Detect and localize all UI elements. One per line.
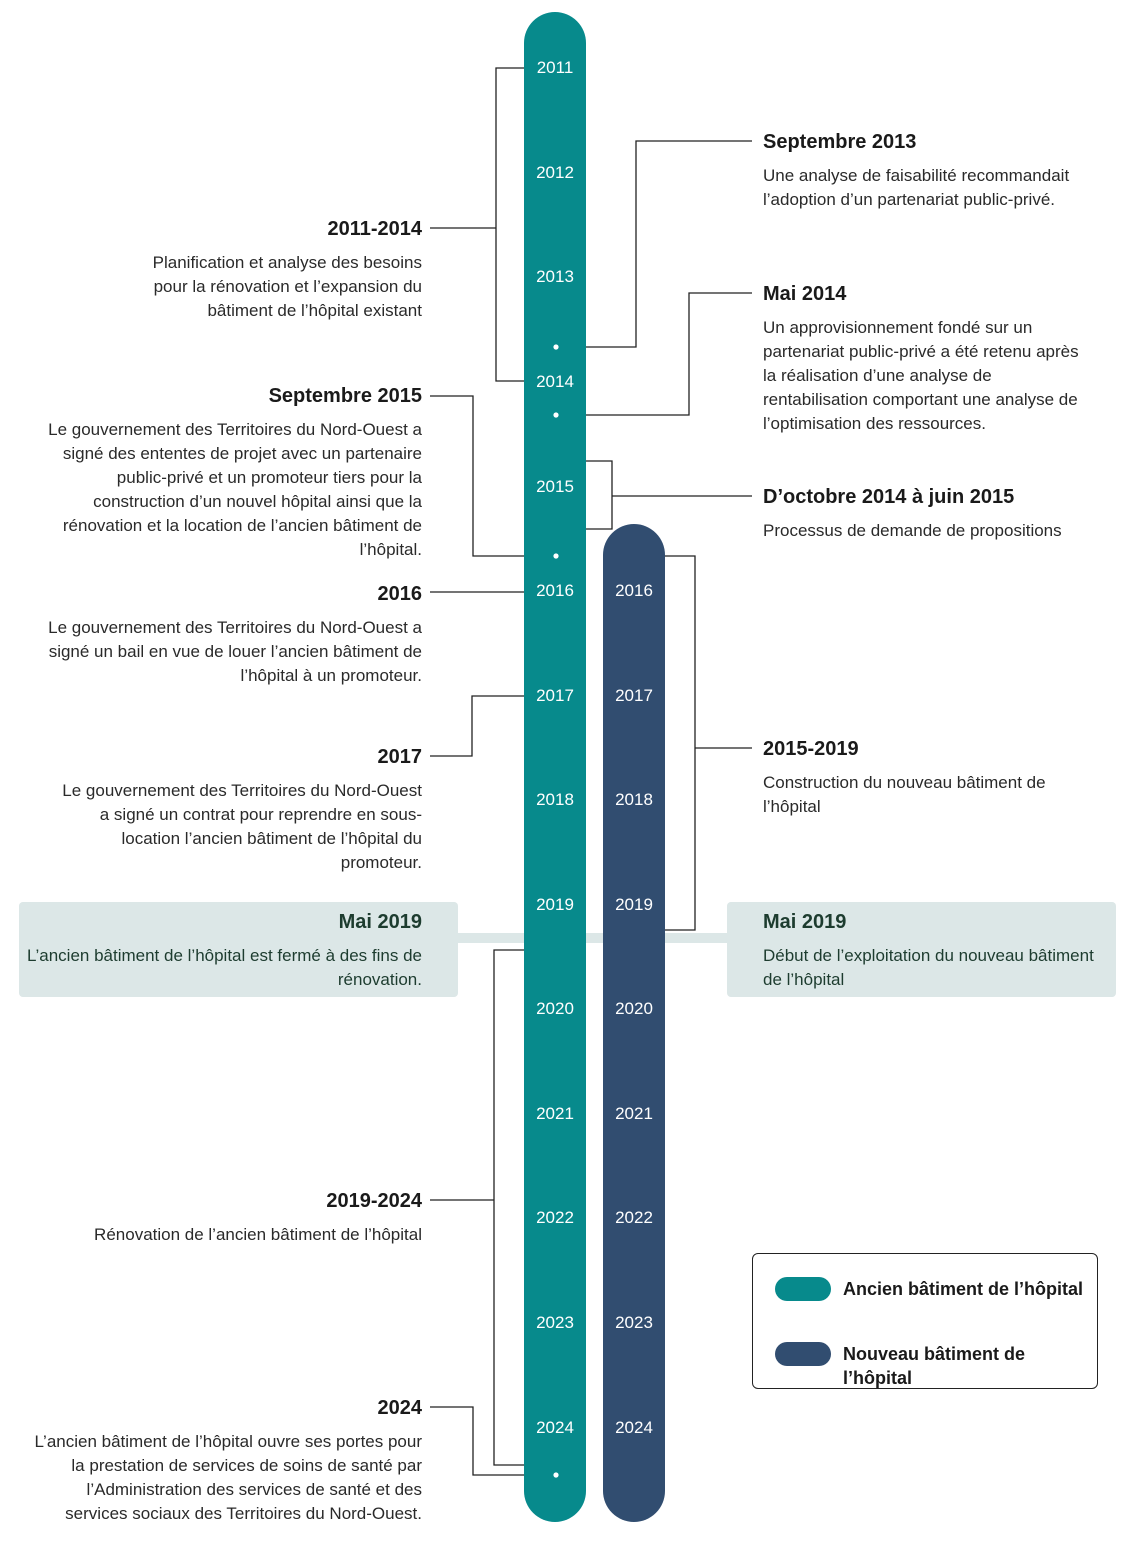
event-title: Mai 2014 [763, 283, 847, 305]
event-sept-2013 [763, 130, 1103, 212]
dot-sept-2015 [553, 553, 558, 558]
event-title: Septembre 2015 [268, 385, 422, 407]
new-year-label: 2021 [615, 1104, 653, 1123]
event-title: Mai 2019 [763, 911, 847, 933]
event-2015-2019 [763, 737, 1093, 819]
event-2011-2014 [130, 217, 422, 323]
old-year-label: 2018 [536, 790, 574, 809]
old-year-label: 2019 [536, 895, 574, 914]
event-title: Mai 2019 [338, 911, 422, 933]
event-2019-2024 [40, 1189, 422, 1247]
event-2024 [30, 1396, 422, 1526]
new-year-label: 2022 [615, 1208, 653, 1227]
legend [752, 1253, 1098, 1389]
old-year-label: 2014 [536, 372, 574, 391]
old-year-label: 2012 [536, 163, 574, 182]
event-title: 2024 [377, 1397, 422, 1419]
old-year-label: 2013 [536, 267, 574, 286]
event-description: Le gouvernement des Territoires du Nord-Ouest a signé un bail en vue de louer l’ancien bâtiment de l’hôpital à un promoteur. [48, 618, 422, 685]
event-description: Le gouvernement des Territoires du Nord-Ouest a signé des ententes de projet avec un partenaire public-privé et un promoteur tiers pour la construction d’un nouvel hôpital ainsi que la rénovation et la location de l’ancien bâtiment de l’hôpital. [48, 420, 422, 559]
new-year-label: 2019 [615, 895, 653, 914]
new-year-label: 2024 [615, 1418, 653, 1437]
event-sept-2015 [40, 384, 422, 562]
event-mai-2014 [763, 282, 1093, 436]
event-title: 2016 [377, 583, 422, 605]
old-year-label: 2015 [536, 477, 574, 496]
event-oct2014-jun2015 [763, 485, 1113, 543]
event-description: Début de l’exploitation du nouveau bâtiment de l’hôpital [763, 946, 1094, 989]
old-year-label: 2024 [536, 1418, 574, 1437]
legend-swatch-old [775, 1277, 831, 1301]
event-description: L’ancien bâtiment de l’hôpital ouvre ses portes pour la prestation de services de soins de santé par l’Administration des services de santé et des services sociaux des Territoires du Nord-Ouest. [34, 1432, 422, 1523]
new-year-label: 2020 [615, 999, 653, 1018]
event-title: 2019-2024 [326, 1190, 422, 1212]
event-description: Processus de demande de propositions [763, 521, 1062, 540]
new-year-label: 2018 [615, 790, 653, 809]
new-year-label: 2017 [615, 686, 653, 705]
dot-2024 [553, 1472, 558, 1477]
old-year-label: 2011 [536, 58, 574, 77]
new-year-label: 2023 [615, 1313, 653, 1332]
event-description: Une analyse de faisabilité recommandait l’adoption d’un partenariat public-privé. [763, 166, 1070, 209]
legend-label-new: Nouveau bâtiment de l’hôpital [843, 1344, 1026, 1388]
event-mai-2019-old [24, 910, 422, 992]
event-description: Rénovation de l’ancien bâtiment de l’hôpital [94, 1225, 422, 1244]
event-title: 2011-2014 [327, 218, 422, 240]
old-year-label: 2022 [536, 1208, 574, 1227]
event-title: 2017 [377, 746, 422, 768]
dot-mai-2014 [553, 412, 558, 417]
old-year-label: 2017 [536, 686, 574, 705]
event-title: D’octobre 2014 à juin 2015 [763, 486, 1015, 508]
old-year-label: 2020 [536, 999, 574, 1018]
legend-label-old: Ancien bâtiment de l’hôpital [843, 1279, 1084, 1299]
event-mai-2019-new [763, 910, 1113, 992]
legend-swatch-new [775, 1342, 831, 1366]
dot-sept-2013 [553, 344, 558, 349]
event-2017 [60, 745, 422, 875]
old-year-label: 2016 [536, 581, 574, 600]
event-description: Construction du nouveau bâtiment de l’hôpital [763, 773, 1046, 816]
event-2016 [20, 582, 422, 688]
event-description: Le gouvernement des Territoires du Nord-Ouest a signé un contrat pour reprendre en sous-location l’ancien bâtiment de l’hôpital du promoteur. [62, 781, 422, 872]
new-year-label: 2016 [615, 581, 653, 600]
event-title: 2015-2019 [763, 738, 859, 760]
old-year-label: 2023 [536, 1313, 574, 1332]
event-description: Un approvisionnement fondé sur un partenariat public-privé a été retenu après la réalisation d’une analyse de rentabilisation comportant une analyse de l’optimisation des ressources. [763, 318, 1079, 433]
event-description: L’ancien bâtiment de l’hôpital est fermé à des fins de rénovation. [26, 946, 422, 989]
event-title: Septembre 2013 [763, 131, 917, 153]
old-year-label: 2021 [536, 1104, 574, 1123]
event-description: Planification et analyse des besoins pour la rénovation et l’expansion du bâtiment de l’hôpital existant [152, 253, 422, 320]
